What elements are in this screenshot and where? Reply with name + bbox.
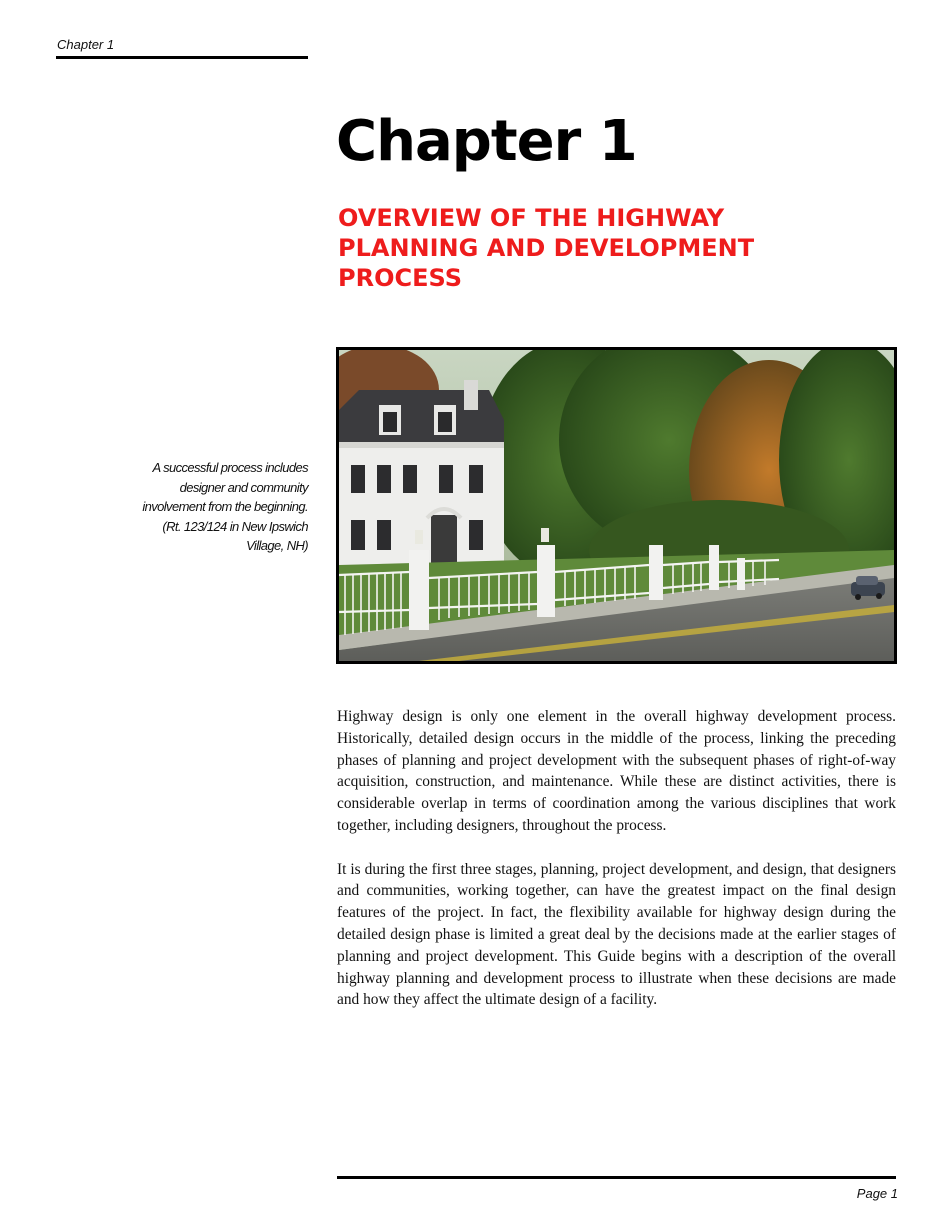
caption-line: designer and community <box>179 479 308 495</box>
caption-line: involvement from the beginning. <box>142 499 308 514</box>
caption-line: Village, NH) <box>246 538 308 553</box>
body-text <box>337 706 896 1033</box>
header-rule <box>56 56 308 59</box>
body-paragraph: It is during the first three stages, planning, project development, and design, that designers and communities, working together, can have the greatest impact on the final design features of the project. In fact, the flexibility available for highway design during the detailed design phase is limited a great deal by the decisions made at the earlier stages of planning and project development. This Guide begins with a description of the overall highway planning and development process to illustrate when these decisions are made and how they affect the ultimate design of a facility. <box>337 860 896 1009</box>
caption-line: A successful process includes <box>152 460 308 475</box>
photo-caption <box>110 458 308 556</box>
page-number: Page 1 <box>856 1186 898 1201</box>
caption-line: (Rt. 123/124 in New Ipswich <box>162 518 308 534</box>
footer-rule <box>337 1176 896 1179</box>
village-street-photo <box>339 350 894 661</box>
running-header: Chapter 1 <box>57 37 115 52</box>
chapter-subtitle: OVERVIEW OF THE HIGHWAY PLANNING AND DEVELOPMENT PROCESS <box>338 204 755 292</box>
chapter-title: Chapter 1 <box>336 109 637 174</box>
body-paragraph: Highway design is only one element in the overall highway development process. Historically, detailed design occurs in the middle of the process, linking the preceding phases of planning and project development with the subsequent phases of right-of-way acquisition, construction, and maintenance. While these are distinct activities, there is considerable overlap in terms of coordination among the various disciplines that work together, including designers, throughout the process. <box>337 708 896 834</box>
chapter-photo <box>336 347 897 664</box>
